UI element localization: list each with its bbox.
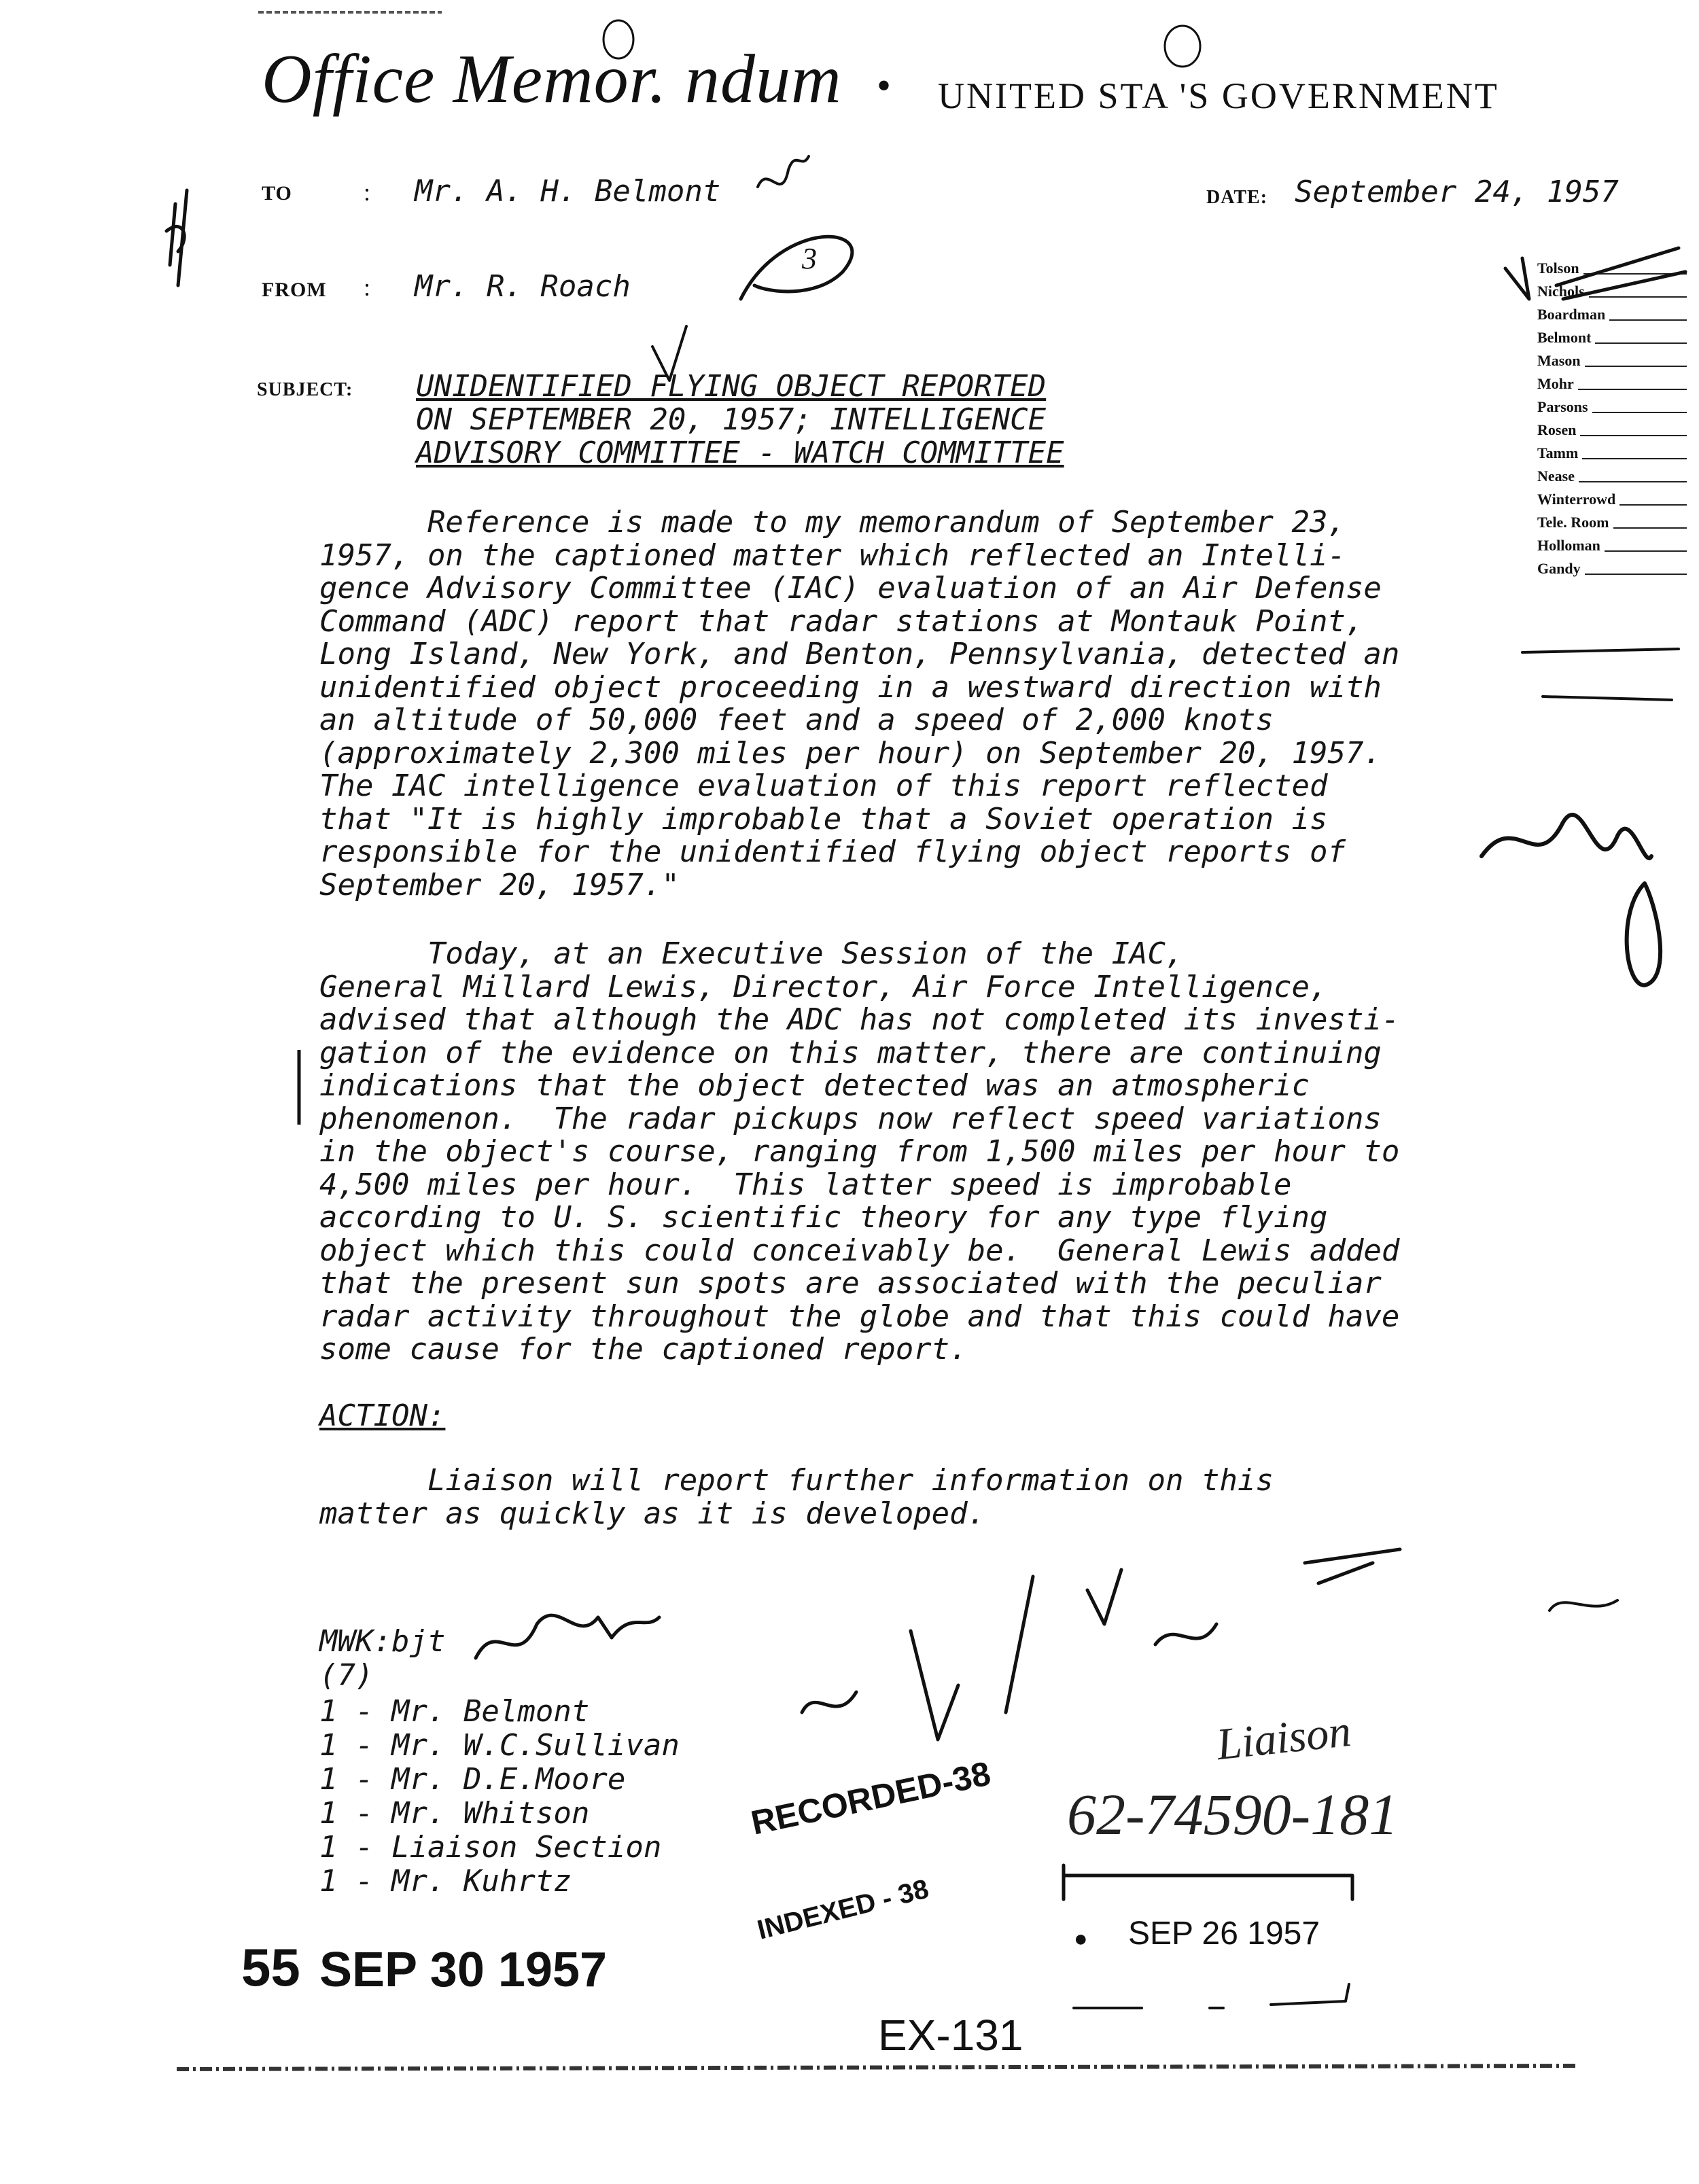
file-number: 62-74590-181	[1067, 1782, 1399, 1847]
body-line: matter as quickly as it is developed.	[319, 1496, 986, 1531]
routing-item: Tamm	[1537, 442, 1687, 465]
body-line: Liaison will report further information on this	[319, 1463, 1274, 1498]
routing-item: Tele. Room	[1537, 511, 1687, 534]
file-number-bracket	[1064, 1865, 1352, 1899]
margin-lines	[1522, 649, 1679, 700]
to-value: Mr. A. H. Belmont	[415, 174, 721, 209]
subject-line-2: ON SEPTEMBER 20, 1957; INTELLIGENCE	[416, 402, 1047, 437]
date-label: DATE:	[1206, 187, 1268, 208]
title-bullet: •	[877, 63, 892, 108]
handwritten-scribble	[1087, 1570, 1216, 1644]
scan-artifact-bottom	[177, 2066, 1577, 2069]
routing-item: Holloman	[1537, 534, 1687, 557]
filed-prefix: 55	[241, 1937, 300, 1997]
routing-item: Belmont	[1537, 326, 1687, 349]
liaison-note: Liaison	[1214, 1706, 1354, 1770]
routing-item: Tolson	[1537, 257, 1687, 280]
distribution-item: 1 - Mr. Kuhrtz	[319, 1864, 572, 1899]
body-line: Reference is made to my memorandum of September 23,	[319, 505, 1346, 540]
subject-label: SUBJECT:	[257, 379, 353, 400]
date-value: September 24, 1957	[1295, 175, 1619, 209]
body-line: 4,500 miles per hour. This latter speed is improbable	[319, 1167, 1292, 1202]
margin-signature	[1482, 815, 1660, 985]
initials-scribble	[476, 1615, 659, 1658]
body-line: indications that the object detected was an atmospheric	[319, 1068, 1310, 1103]
distribution-item: 1 - Liaison Section	[319, 1830, 662, 1865]
routing-item: Boardman	[1537, 303, 1687, 326]
routing-item: Rosen	[1537, 419, 1687, 442]
distribution-item: 1 - Mr. W.C.Sullivan	[319, 1728, 680, 1763]
body-line: September 20, 1957."	[319, 867, 680, 902]
circled-number	[741, 236, 852, 299]
distribution-item: 1 - Mr. Whitson	[319, 1796, 590, 1831]
recorded-stamp: RECORDED-38	[748, 1754, 994, 1842]
check-mark	[652, 326, 686, 381]
body-line: advised that although the ADC has not completed its investi-	[319, 1002, 1400, 1037]
distribution-item: 1 - Mr. D.E.Moore	[319, 1762, 626, 1797]
handwritten-scribble	[802, 1577, 1033, 1740]
routing-item: Winterrowd	[1537, 488, 1687, 511]
handwritten-circle	[603, 20, 633, 58]
body-line: an altitude of 50,000 feet and a speed of 2,000 knots	[319, 703, 1274, 737]
subject-line-1: UNIDENTIFIED FLYING OBJECT REPORTED	[416, 369, 1047, 404]
from-value: Mr. R. Roach	[415, 269, 631, 304]
body-line: General Millard Lewis, Director, Air Force Intelligence,	[319, 969, 1328, 1004]
received-date-stamp: SEP 26 1957	[1128, 1916, 1320, 1952]
indexed-stamp: INDEXED - 38	[754, 1873, 932, 1945]
stamp-bullet: ●	[1074, 1926, 1088, 1952]
routing-item: Mohr	[1537, 372, 1687, 395]
handwritten-scribble	[1549, 1600, 1617, 1610]
body-line: 1957, on the captioned matter which reflected an Intelli-	[319, 538, 1346, 573]
body-line: in the object's course, ranging from 1,500 miles per hour to	[319, 1134, 1400, 1169]
body-line: Long Island, New York, and Benton, Pennsylvania, detected an	[319, 637, 1400, 671]
copy-count: (7)	[319, 1658, 374, 1693]
action-heading: ACTION:	[319, 1398, 446, 1433]
body-line: The IAC intelligence evaluation of this report reflected	[319, 769, 1328, 803]
body-line: that "It is highly improbable that a Soviet operation is	[319, 801, 1328, 836]
government-header: UNITED STA 'S GOVERNMENT	[938, 75, 1499, 116]
routing-checkmarks	[1505, 248, 1685, 299]
memo-title: Office Memor. ndum	[262, 41, 842, 118]
routing-item: Parsons	[1537, 395, 1687, 419]
routing-item: Nease	[1537, 465, 1687, 488]
handwritten-scribble	[758, 156, 809, 187]
routing-item: Mason	[1537, 349, 1687, 372]
body-line: Today, at an Executive Session of the IAC,	[319, 936, 1184, 971]
subject-line-3: ADVISORY COMMITTEE - WATCH COMMITTEE	[416, 436, 1064, 470]
body-line: according to U. S. scientific theory for any type flying	[319, 1200, 1328, 1235]
from-label: FROM	[262, 279, 327, 301]
body-line: gence Advisory Committee (IAC) evaluation of an Air Defense	[319, 571, 1382, 605]
body-line: that the present sun spots are associated with the peculiar	[319, 1266, 1382, 1301]
body-line: Command (ADC) report that radar stations at Montauk Point,	[319, 603, 1364, 639]
body-line: responsible for the unidentified flying object reports of	[319, 834, 1346, 869]
filed-date-stamp: SEP 30 1957	[319, 1943, 608, 1997]
routing-item: Nichols	[1537, 280, 1687, 303]
margin-initials	[167, 190, 187, 285]
body-line: radar activity throughout the globe and that this could have	[319, 1299, 1400, 1334]
to-colon: :	[364, 179, 371, 206]
handwritten-digit: 3	[802, 242, 817, 275]
body-line: phenomenon. The radar pickups now reflect speed variations	[319, 1101, 1382, 1136]
body-line: gation of the evidence on this matter, there are continuing	[319, 1035, 1382, 1070]
from-colon: :	[364, 274, 371, 301]
typist-initials: MWK:bjt	[319, 1624, 446, 1659]
ex-number-stamp: EX-131	[878, 2011, 1023, 2060]
to-label: TO	[262, 182, 292, 205]
routing-item: Gandy	[1537, 557, 1687, 580]
strike-mark	[1305, 1549, 1400, 1583]
distribution-item: 1 - Mr. Belmont	[319, 1694, 590, 1729]
body-line: object which this could conceivably be. General Lewis added	[319, 1233, 1400, 1268]
body-line: unidentified object proceeding in a westward direction with	[319, 669, 1382, 705]
body-line: (approximately 2,300 miles per hour) on September 20, 1957.	[319, 735, 1382, 771]
body-line: some cause for the captioned report.	[319, 1332, 968, 1367]
stamp-lines	[1074, 1984, 1349, 2008]
handwritten-circle	[1165, 26, 1200, 67]
